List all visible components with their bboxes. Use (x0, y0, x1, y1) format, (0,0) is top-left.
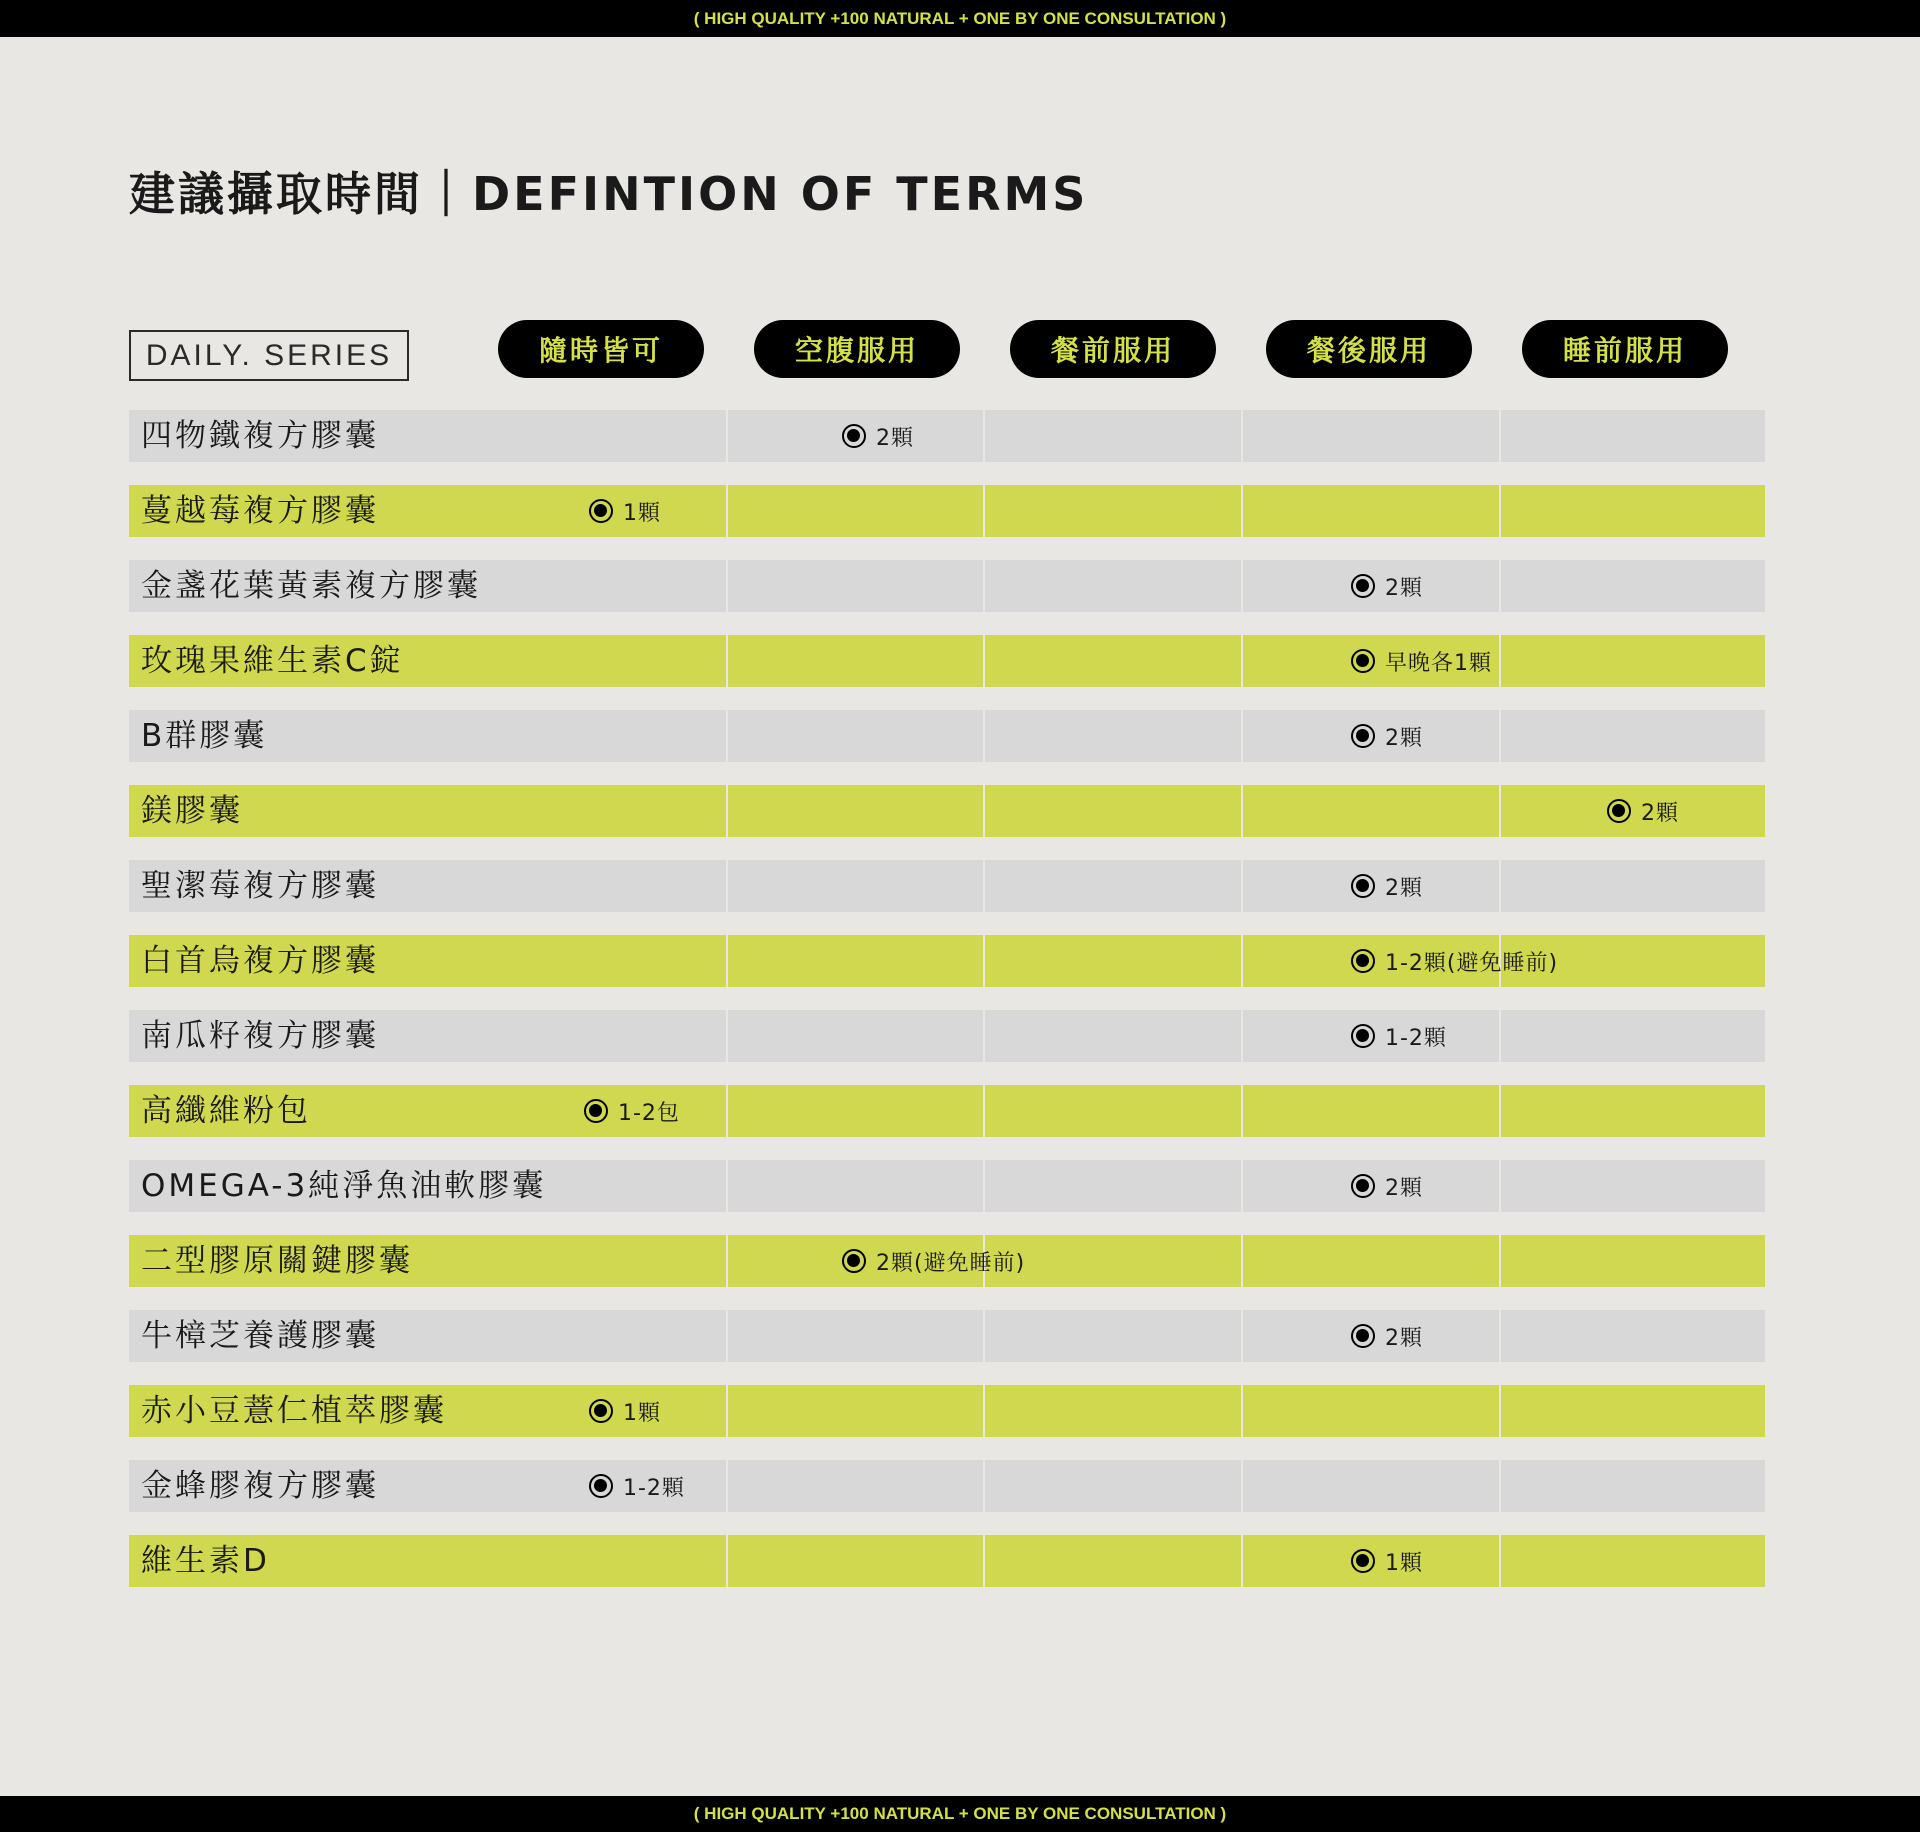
product-name: 四物鐵複方膠囊 (141, 418, 379, 454)
dose-text: 2顆 (1385, 1175, 1423, 1201)
table-cell (728, 560, 983, 612)
bottom-banner: ( HIGH QUALITY +100 NATURAL + ONE BY ONE CONSULTATION ) (0, 1796, 1920, 1832)
table-cell (1501, 1385, 1765, 1437)
radio-selected-icon (1351, 949, 1375, 973)
table-cell (1501, 1085, 1765, 1137)
product-name: 聖潔莓複方膠囊 (141, 868, 379, 904)
dose-marker (842, 410, 914, 462)
table-cell (985, 785, 1241, 837)
dose-marker (1351, 1010, 1447, 1062)
table-cell (728, 1460, 983, 1512)
table-row (129, 710, 1765, 762)
dose-text: 2顆 (1385, 725, 1423, 751)
table-cell (728, 1010, 983, 1062)
dose-marker (584, 1085, 680, 1137)
radio-selected-icon (842, 1249, 866, 1273)
table-row (129, 1160, 1765, 1212)
dose-marker (1351, 1310, 1423, 1362)
table-cell (728, 1160, 983, 1212)
table-cell (728, 1535, 983, 1587)
table-row (129, 560, 1765, 612)
table-cell (1243, 485, 1499, 537)
column-header-after-meal: 餐後服用 (1266, 320, 1472, 378)
table-row (129, 635, 1765, 687)
dose-text: 1顆 (1385, 1550, 1423, 1576)
radio-selected-icon (1351, 649, 1375, 673)
dose-text: 2顆(避免睡前) (876, 1250, 1026, 1276)
table-cell (985, 410, 1241, 462)
product-name: 二型膠原關鍵膠囊 (141, 1243, 413, 1279)
table-cell (728, 1310, 983, 1362)
table-cell (728, 635, 983, 687)
table-row (129, 935, 1765, 987)
dose-text: 1顆 (623, 500, 661, 526)
table-cell (1501, 635, 1765, 687)
table-cell (985, 485, 1241, 537)
radio-selected-icon (1351, 874, 1375, 898)
dose-marker (1351, 710, 1423, 762)
table-cell (985, 1010, 1241, 1062)
table-row (129, 410, 1765, 462)
table-cell (1501, 485, 1765, 537)
product-name: 蔓越莓複方膠囊 (141, 493, 379, 529)
table-cell (1501, 560, 1765, 612)
table-row (129, 1085, 1765, 1137)
radio-selected-icon (589, 499, 613, 523)
dose-marker (1351, 1535, 1423, 1587)
table-cell (985, 860, 1241, 912)
dose-marker (1351, 860, 1423, 912)
column-header-before-meal: 餐前服用 (1010, 320, 1216, 378)
table-cell (985, 1085, 1241, 1137)
product-name: 南瓜籽複方膠囊 (141, 1018, 379, 1054)
dose-text: 2顆 (1641, 800, 1679, 826)
dose-text: 1顆 (623, 1400, 661, 1426)
dose-text: 早晚各1顆 (1385, 650, 1492, 676)
table-cell (1243, 1085, 1499, 1137)
product-name: 牛樟芝養護膠囊 (141, 1318, 379, 1354)
table-cell (728, 935, 983, 987)
table-cell (728, 485, 983, 537)
table-row (129, 1235, 1765, 1287)
dose-marker (1351, 635, 1492, 687)
table-cell (985, 1160, 1241, 1212)
table-cell (1243, 1235, 1499, 1287)
table-cell (728, 710, 983, 762)
table-cell (1501, 1310, 1765, 1362)
dose-marker (1351, 1160, 1423, 1212)
product-name: B群膠囊 (141, 718, 268, 754)
dose-marker (842, 1235, 1025, 1287)
table-cell (728, 860, 983, 912)
table-row (129, 1535, 1765, 1587)
table-cell (985, 935, 1241, 987)
product-name: 玫瑰果維生素C錠 (141, 643, 404, 679)
table-cell (728, 785, 983, 837)
table-cell (985, 560, 1241, 612)
dose-marker (589, 1385, 661, 1437)
top-banner: ( HIGH QUALITY +100 NATURAL + ONE BY ONE CONSULTATION ) (0, 0, 1920, 37)
table-cell (1243, 1460, 1499, 1512)
table-cell (1243, 785, 1499, 837)
dose-text: 2顆 (1385, 875, 1423, 901)
dose-text: 2顆 (876, 425, 914, 451)
product-name: 赤小豆薏仁植萃膠囊 (141, 1393, 447, 1429)
table-cell (985, 635, 1241, 687)
table-cell (985, 1310, 1241, 1362)
product-name: 白首烏複方膠囊 (141, 943, 379, 979)
dose-text: 1-2包 (618, 1100, 680, 1126)
dose-marker (589, 1460, 685, 1512)
product-name: 維生素D (141, 1543, 270, 1579)
table-cell (1243, 1385, 1499, 1437)
dose-marker (1351, 560, 1423, 612)
series-label: DAILY. SERIES (129, 330, 409, 381)
dose-text: 2顆 (1385, 1325, 1423, 1351)
product-name: 金蜂膠複方膠囊 (141, 1468, 379, 1504)
table-cell (1501, 710, 1765, 762)
column-header-empty-stomach: 空腹服用 (754, 320, 960, 378)
column-header-anytime: 隨時皆可 (498, 320, 704, 378)
table-cell (985, 1460, 1241, 1512)
table-row (129, 785, 1765, 837)
table-row (129, 1310, 1765, 1362)
table-cell (1501, 1160, 1765, 1212)
table-cell (1501, 410, 1765, 462)
radio-selected-icon (1351, 1549, 1375, 1573)
table-cell (985, 1535, 1241, 1587)
product-name: 金盞花葉黃素複方膠囊 (141, 568, 481, 604)
table-cell (1501, 1235, 1765, 1287)
radio-selected-icon (842, 424, 866, 448)
table-row (129, 485, 1765, 537)
table-row (129, 860, 1765, 912)
table-cell (728, 1085, 983, 1137)
radio-selected-icon (1351, 1324, 1375, 1348)
product-name: 鎂膠囊 (141, 793, 243, 829)
dose-marker (1607, 785, 1679, 837)
page-title: 建議攝取時間｜DEFINTION OF TERMS (129, 167, 1089, 221)
table-row (129, 1010, 1765, 1062)
table-cell (985, 1385, 1241, 1437)
dose-text: 1-2顆 (1385, 1025, 1447, 1051)
column-header-before-bed: 睡前服用 (1522, 320, 1728, 378)
radio-selected-icon (1607, 799, 1631, 823)
radio-selected-icon (1351, 1174, 1375, 1198)
dose-marker (1351, 935, 1558, 987)
dose-text: 1-2顆 (623, 1475, 685, 1501)
dose-marker (589, 485, 661, 537)
radio-selected-icon (1351, 724, 1375, 748)
table-cell (1501, 1460, 1765, 1512)
radio-selected-icon (1351, 574, 1375, 598)
dose-text: 1-2顆(避免睡前) (1385, 950, 1559, 976)
table-cell (1501, 860, 1765, 912)
table-cell (728, 1385, 983, 1437)
table-cell (1501, 1010, 1765, 1062)
dose-text: 2顆 (1385, 575, 1423, 601)
radio-selected-icon (1351, 1024, 1375, 1048)
radio-selected-icon (589, 1474, 613, 1498)
table-row (129, 1460, 1765, 1512)
product-name: 高纖維粉包 (141, 1093, 311, 1129)
product-name: OMEGA-3純淨魚油軟膠囊 (141, 1168, 547, 1204)
table-cell (985, 710, 1241, 762)
radio-selected-icon (589, 1399, 613, 1423)
table-cell (1243, 410, 1499, 462)
radio-selected-icon (584, 1099, 608, 1123)
table-cell (1501, 1535, 1765, 1587)
table-row (129, 1385, 1765, 1437)
